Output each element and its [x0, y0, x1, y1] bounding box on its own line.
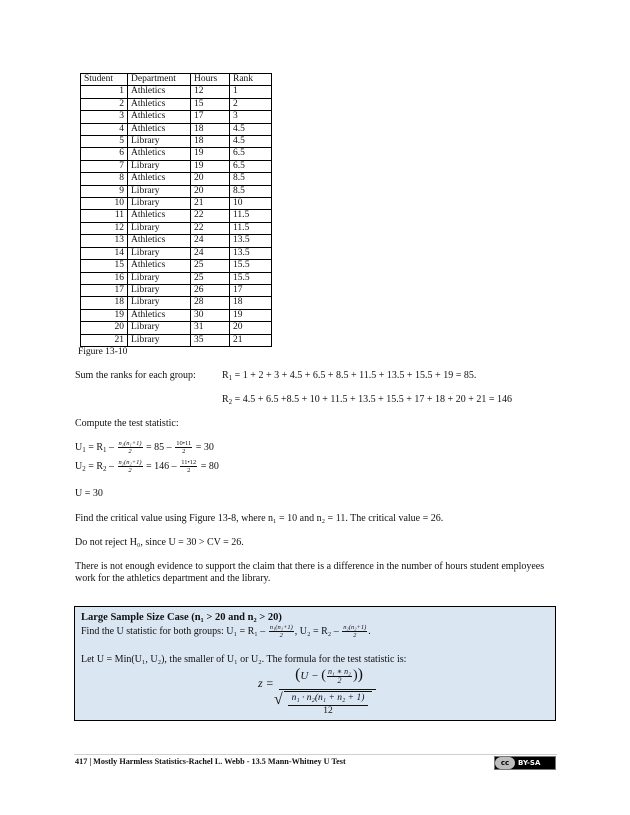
cell-student: 9: [81, 185, 128, 197]
col-header-rank: Rank: [230, 74, 272, 86]
cell-hours: 20: [191, 173, 230, 185]
cell-student: 14: [81, 247, 128, 259]
table-row: [81, 173, 272, 185]
cell-department: Athletics: [128, 235, 191, 247]
cell-hours: 18: [191, 123, 230, 135]
box-let-text: Let U = Min(U₁, U₂), the smaller of U₁ or U₂. The formula for the test statistic is:: [81, 654, 407, 665]
cell-student: 8: [81, 173, 128, 185]
cell-rank: 8.5: [230, 185, 272, 197]
table-row: [81, 210, 272, 222]
cell-rank: 6.5: [230, 148, 272, 160]
cell-rank: 4.5: [230, 136, 272, 148]
license-text: BY-SA: [518, 759, 541, 767]
cc-icon: cc: [495, 757, 515, 769]
table-row: [81, 86, 272, 98]
r2-equation: $R_2 = 4.5 + 6.5 +8.5 + 10 + 11.5 + 13.5 + 15.5 + 17 + 18 + 20 + 21 = 146$: [222, 394, 512, 406]
cell-department: Athletics: [128, 260, 191, 272]
table-row: [81, 322, 272, 334]
cell-student: 20: [81, 322, 128, 334]
table-row: [81, 334, 272, 346]
cell-rank: 8.5: [230, 173, 272, 185]
cell-department: Library: [128, 272, 191, 284]
z-label: z =: [258, 676, 274, 690]
cell-department: Library: [128, 247, 191, 259]
cell-hours: 35: [191, 334, 230, 346]
ranks-table: [80, 73, 272, 347]
cell-student: 1: [81, 86, 128, 98]
cell-student: 6: [81, 148, 128, 160]
cell-department: Athletics: [128, 148, 191, 160]
cell-student: 17: [81, 284, 128, 296]
table-row: [81, 272, 272, 284]
box-title: Large Sample Size Case (n₁ > 20 and n₂ > 20): [81, 612, 282, 623]
cell-department: Athletics: [128, 86, 191, 98]
cell-rank: 17: [230, 284, 272, 296]
cell-hours: 22: [191, 210, 230, 222]
cell-department: Library: [128, 160, 191, 172]
table-header-row: [81, 74, 272, 86]
cell-rank: 18: [230, 297, 272, 309]
compute-label: Compute the test statistic:: [75, 418, 179, 429]
box-find-text: Find the U statistic for both groups: U₁ = R₁ – $\frac{\text{n₁(n₁+1)}}{2}$ , U₂ = R₂ – $\frac{\text{n₂(n₂+1)}}{2}$ .: [81, 624, 371, 639]
col-header-department: Department: [128, 74, 191, 86]
cell-student: 11: [81, 210, 128, 222]
cell-student: 16: [81, 272, 128, 284]
cell-student: 13: [81, 235, 128, 247]
z-numerator: (U − ( $\frac{\text{n₁ ∗ n₂}}{2}$ )): [295, 666, 363, 685]
cell-hours: 30: [191, 309, 230, 321]
cell-hours: 19: [191, 160, 230, 172]
cell-department: Library: [128, 334, 191, 346]
cell-hours: 24: [191, 247, 230, 259]
cell-student: 10: [81, 198, 128, 210]
cell-department: Library: [128, 185, 191, 197]
cell-department: Athletics: [128, 173, 191, 185]
cell-hours: 21: [191, 198, 230, 210]
sum-label: Sum the ranks for each group:: [75, 370, 196, 381]
cell-student: 15: [81, 260, 128, 272]
cell-department: Athletics: [128, 111, 191, 123]
cell-department: Athletics: [128, 309, 191, 321]
cell-student: 5: [81, 136, 128, 148]
conclusion-line-2: work for the athletics department and the library.: [75, 573, 271, 584]
cell-student: 18: [81, 297, 128, 309]
cc-license-badge: [494, 756, 556, 770]
cell-rank: 15.5: [230, 260, 272, 272]
cell-department: Athletics: [128, 98, 191, 110]
cell-rank: 1: [230, 86, 272, 98]
cell-student: 4: [81, 123, 128, 135]
cell-student: 3: [81, 111, 128, 123]
cell-rank: 6.5: [230, 160, 272, 172]
cell-hours: 26: [191, 284, 230, 296]
cell-hours: 25: [191, 260, 230, 272]
table-row: [81, 309, 272, 321]
footer-text: 417 | Mostly Harmless Statistics-Rachel L. Webb - 13.5 Mann-Whitney U Test: [75, 757, 346, 766]
critical-value-text: Find the critical value using Figure 13-8, where n₁ = 10 and n₂ = 11. The critical value = 26.: [75, 513, 444, 524]
decision-text: Do not reject H₀, since U = 30 > CV = 26.: [75, 537, 244, 548]
col-header-student: Student: [81, 74, 128, 86]
table-row: [81, 111, 272, 123]
cell-hours: 18: [191, 136, 230, 148]
table-row: [81, 185, 272, 197]
cell-student: 19: [81, 309, 128, 321]
table-row: [81, 123, 272, 135]
cell-hours: 28: [191, 297, 230, 309]
u-result: U = 30: [75, 488, 103, 499]
table-row: [81, 198, 272, 210]
cell-hours: 17: [191, 111, 230, 123]
z-fraction-bar: [279, 689, 376, 690]
table-row: [81, 98, 272, 110]
table-row: [81, 284, 272, 296]
cell-department: Library: [128, 284, 191, 296]
cell-hours: 31: [191, 322, 230, 334]
sqrt-overline: [284, 691, 372, 692]
table-row: [81, 136, 272, 148]
cell-rank: 4.5: [230, 123, 272, 135]
cell-student: 7: [81, 160, 128, 172]
table-row: [81, 160, 272, 172]
cell-hours: 12: [191, 86, 230, 98]
conclusion-line-1: There is not enough evidence to support the claim that there is a difference in the number of hours student employees: [75, 561, 545, 572]
cell-hours: 24: [191, 235, 230, 247]
cell-rank: 3: [230, 111, 272, 123]
cell-rank: 19: [230, 309, 272, 321]
table-row: [81, 235, 272, 247]
u2-equation: $U_2 = R_2$ – $\frac{\text{n₂(n₂+1)}}{2}$ = 146 – $\frac{11•12}{2}$ = 80: [75, 459, 219, 474]
cell-hours: 22: [191, 222, 230, 234]
cell-department: Library: [128, 198, 191, 210]
cell-hours: 25: [191, 272, 230, 284]
table-row: [81, 222, 272, 234]
cell-student: 2: [81, 98, 128, 110]
cell-student: 12: [81, 222, 128, 234]
col-header-hours: Hours: [191, 74, 230, 86]
cell-department: Library: [128, 297, 191, 309]
u1-equation: $U_1 = R_1$ – $\frac{\text{n₁(n₁+1)}}{2}$ = 85 – $\frac{10•11}{2}$ = 30: [75, 440, 214, 455]
cell-rank: 11.5: [230, 222, 272, 234]
sqrt-symbol: √: [274, 691, 283, 708]
cell-rank: 20: [230, 322, 272, 334]
z-denominator-denominator: 12: [323, 706, 333, 716]
cell-department: Library: [128, 136, 191, 148]
cell-hours: 19: [191, 148, 230, 160]
cell-department: Library: [128, 322, 191, 334]
cell-rank: 15.5: [230, 272, 272, 284]
z-denominator-numerator: n₁ · n₂(n₁ + n₂ + 1): [291, 693, 365, 703]
cell-hours: 20: [191, 185, 230, 197]
cell-rank: 13.5: [230, 235, 272, 247]
cell-rank: 21: [230, 334, 272, 346]
table-row: [81, 297, 272, 309]
r1-equation: $R_1 = 1 + 2 + 3 + 4.5 + 6.5 + 8.5 + 11.5 + 13.5 + 15.5 + 19 = 85$.: [222, 370, 477, 382]
cell-department: Athletics: [128, 123, 191, 135]
cell-rank: 11.5: [230, 210, 272, 222]
cell-rank: 13.5: [230, 247, 272, 259]
cell-rank: 10: [230, 198, 272, 210]
cell-student: 21: [81, 334, 128, 346]
cell-department: Library: [128, 222, 191, 234]
footer-divider: [74, 754, 557, 755]
cell-hours: 15: [191, 98, 230, 110]
cell-department: Athletics: [128, 210, 191, 222]
table-row: [81, 247, 272, 259]
figure-caption: Figure 13-10: [78, 347, 128, 357]
table-row: [81, 260, 272, 272]
cell-rank: 2: [230, 98, 272, 110]
table-row: [81, 148, 272, 160]
